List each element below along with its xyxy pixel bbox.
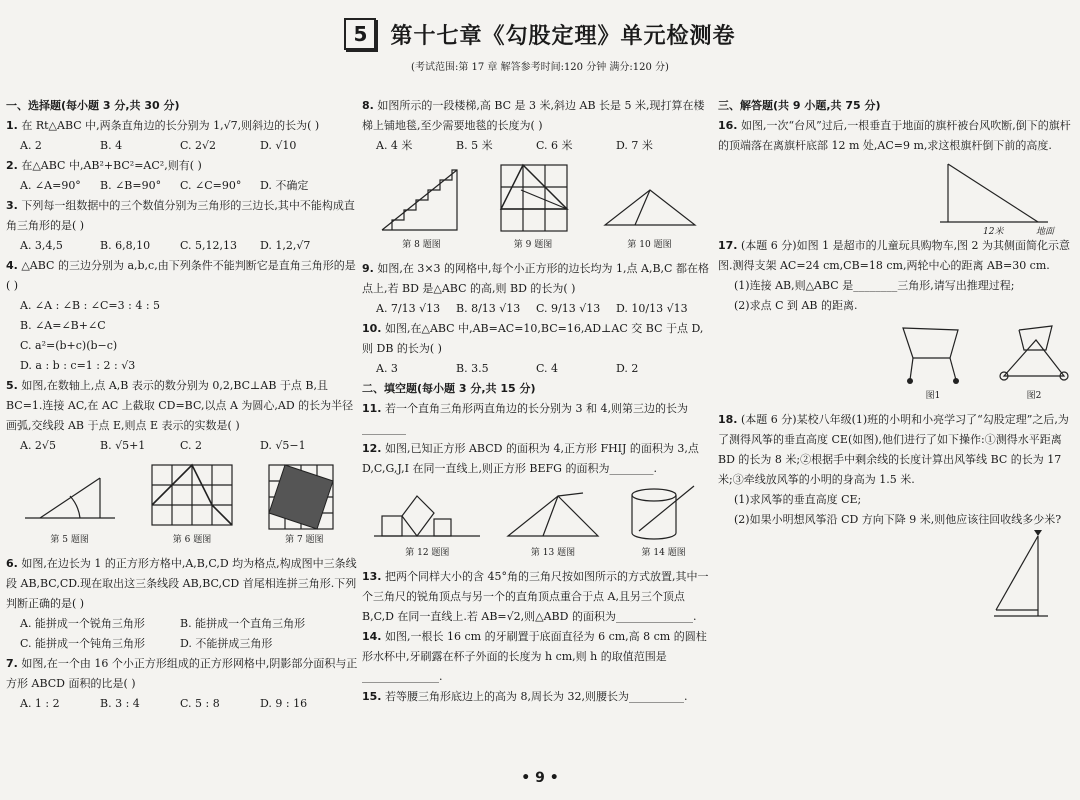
question-8: 8. 如图所示的一段楼梯,高 BC 是 3 米,斜边 AB 长是 5 米,现打算在楼梯上铺地毯,至少需要地毯的长度为( ) [362,99,705,132]
question-1: 1. 在 Rt△ABC 中,两条直角边的长分别为 1,√7,则斜边的长为( ) [6,119,320,132]
question-12: 12. 如图,已知正方形 ABCD 的面积为 4,正方形 FHIJ 的面积为 3,点 D,C,G,J,I 在同一直线上,则正方形 BEFG 的面积为________. [362,442,699,475]
options-9: A. 7/13 √13 B. 8/13 √13 C. 9/13 √13 D. 10/13 √13 [376,302,688,315]
caption-fig7: 第 7 题图 [285,535,324,545]
question-7: 7. 如图,在一个由 16 个小正方形组成的正方形网格中,阴影部分面积与正方形 ABCD 面积的比是( ) [6,657,358,690]
q17-part2: (2)求点 C 到 AB 的距离. [734,299,858,312]
page-number: • 9 • [521,770,559,786]
question-3: 3. 下列每一组数据中的三个数值分别为三角形的三边长,其中不能构成直角三角形的是( ) [6,199,355,232]
section-fill: 二、填空题(每小题 3 分,共 15 分) [362,382,536,395]
question-5: 5. 如图,在数轴上,点 A,B 表示的数分别为 0,2,BC⊥AB 于点 B,且 BC=1.连接 AC,在 AC 上截取 CD=BC,以点 A 为圆心,AD 的长为半径画弧,交线段 AB 于点 E,则点 E 表示的实数是( ) [6,379,354,432]
figures-12-14 [362,483,714,563]
options-1: A. 2 B. 4 C. 2√2 D. √10 [20,139,297,152]
fig16-distance: 12米 [983,227,1004,236]
figure-5 [20,468,120,530]
figure-10 [600,175,700,235]
options-2: A. ∠A=90° B. ∠B=90° C. ∠C=90° D. 不确定 [20,179,309,192]
q18-part1: (1)求风筝的垂直高度 CE; [734,493,862,506]
figure-12 [372,491,482,543]
figure-7 [264,460,344,530]
question-2: 2. 在△ABC 中,AB²+BC²=AC²,则有( ) [6,159,202,172]
section-answer: 三、解答题(共 9 小题,共 75 分) [718,99,881,112]
caption-fig17-1: 图1 [925,391,941,401]
caption-fig17-2: 图2 [1026,391,1042,401]
question-4: 4. △ABC 的三边分别为 a,b,c,由下列条件不能判断它是直角三角形的是( ) [6,259,356,292]
q17-part1: (1)连接 AB,则△ABC 是________三角形,请写出推理过程; [734,279,1015,292]
question-13: 13. 把两个同样大小的含 45°角的三角尺按如图所示的方式放置,其中一个三角尺的锐角顶点与另一个的直角顶点重合于点 A,且另三个顶点 B,C,D 在同一直线上.若 AB=√2,则△ABD 的面积为______________. [362,570,709,623]
kite-icon [1034,530,1042,536]
question-6: 6. 如图,在边长为 1 的正方形方格中,A,B,C,D 均为格点,构成图中三条线段 AB,BC,CD.现在取出这三条线段 AB,BC,CD 首尾相连拼三角形.下列判断正确的是( ) [6,557,357,610]
page-title: 第十七章《勾股定理》单元检测卷 [390,23,736,49]
caption-fig8: 第 8 题图 [402,240,441,250]
figures-8-10 [362,160,714,255]
options-6: A. 能拼成一个锐角三角形 B. 能拼成一个直角三角形 C. 能拼成一个钝角三角形 D. 不能拼成三角形 [20,617,306,650]
fig16-ground: 地面 [1036,227,1055,236]
figure-17-cart [898,320,968,386]
figure-6 [147,460,237,530]
options-7: A. 1 : 2 B. 3 : 4 C. 5 : 8 D. 9 : 16 [20,697,308,710]
figure-16 [718,156,1068,236]
caption-fig14: 第 14 题图 [641,548,686,558]
caption-fig9: 第 9 题图 [513,240,553,250]
caption-fig5: 第 5 题图 [50,535,89,545]
options-3: A. 3,4,5 B. 6,8,10 C. 5,12,13 D. 1,2,√7 [20,239,311,252]
caption-fig12: 第 12 题图 [405,548,450,558]
figure-13 [503,491,603,543]
options-10: A. 3 B. 3.5 C. 4 D. 2 [376,362,639,375]
question-18: 18. (本题 6 分)某校八年级(1)班的小明和小亮学习了“勾股定理”之后,为了测得风筝的垂直高度 CE(如图),他们进行了如下操作:①测得水平距离 BD 的长为 8 米;②根据手中剩余线的长度计算出风筝线 BC 的长为 17 米;③牵线放风筝的小明的身高为 1.5 米. [718,413,1069,486]
section-choice: 一、选择题(每小题 3 分,共 30 分) [6,99,180,112]
question-11: 11. 若一个直角三角形两直角边的长分别为 3 和 4,则第三边的长为________ [362,402,688,435]
caption-fig13: 第 13 题图 [530,548,576,558]
question-15: 15. 若等腰三角形底边上的高为 8,周长为 32,则腰长为__________. [362,690,688,703]
question-14: 14. 如图,一根长 16 cm 的牙刷置于底面直径为 6 cm,高 8 cm 的圆柱形水杯中,牙刷露在杯子外面的长度为 h cm,则 h 的取值范围是______________. [362,630,707,683]
figures-5-7 [6,460,358,550]
question-17: 17. (本题 6 分)如图 1 是超市的儿童玩具购物车,图 2 为其侧面简化示意图.测得支架 AC=24 cm,CB=18 cm,两轮中心的距离 AB=30 cm. [718,239,1071,272]
question-9: 9. 如图,在 3×3 的网格中,每个小正方形的边长均为 1,点 A,B,C 都在格点上,若 BD 是△ABC 的高,则 BD 的长为( ) [362,262,709,295]
question-16: 16. 如图,一次“台风”过后,一根垂直于地面的旗杆被台风吹断,倒下的旗杆的顶端落在离旗杆底部 12 m 处,AC=9 m,求这根旗杆倒下前的高度. [718,119,1071,152]
figure-18 [718,530,1068,626]
column-2 [362,96,714,707]
options-8: A. 4 米 B. 5 米 C. 6 米 D. 7 米 [376,139,653,152]
header [0,18,1080,73]
column-1 [6,96,358,714]
column-3 [718,96,1074,626]
options-5: A. 2√5 B. √5+1 C. 2 D. √5−1 [20,439,306,452]
figure-17-diagram [994,320,1074,386]
chapter-number: 5 [344,18,376,50]
exam-info: (考试范围:第 17 章 解答参考时间:120 分钟 满分:120 分) [411,62,669,73]
caption-fig10: 第 10 题图 [627,240,672,250]
figure-14 [624,483,704,543]
caption-fig6: 第 6 题图 [172,535,212,545]
options-4: A. ∠A : ∠B : ∠C=3 : 4 : 5 B. ∠A=∠B+∠C C. a²=(b+c)(b−c) D. a : b : c=1 : 2 : √3 [20,299,161,372]
figure-9 [496,160,571,235]
question-10: 10. 如图,在△ABC 中,AB=AC=10,BC=16,AD⊥AC 交 BC 于点 D,则 DB 的长为( ) [362,322,704,355]
figure-8 [377,165,467,235]
figures-17 [718,320,1074,406]
q18-part2: (2)如果小明想风筝沿 CD 方向下降 9 米,则他应该往回收线多少米? [734,513,1062,526]
